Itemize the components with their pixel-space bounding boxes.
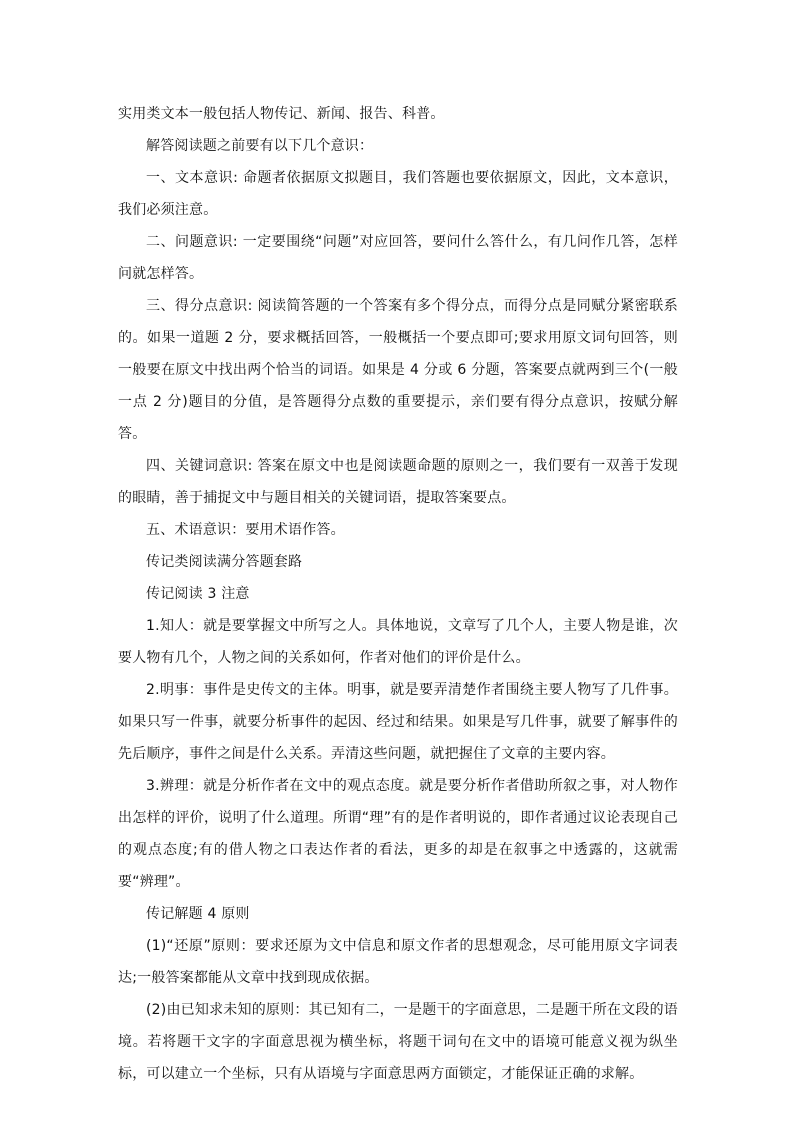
paragraph: (2)由已知求未知的原则：其已知有二，一是题干的字面意思，二是题干所在文段的语境。若将题干文字的字面意思视为横坐标，将题干词句在文中的语境可能意义视为纵坐标，可以建立一个坐标，只有从语境与字面意思两方面锁定，才能保证正确的求解。: [118, 1002, 678, 1082]
paragraph: 五、术语意识：要用术语作答。: [146, 522, 345, 538]
paragraph: (1)“还原”原则：要求还原为文中信息和原文作者的思想观念，尽可能用原文字词表达;一般答案都能从文章中找到现成依据。: [118, 938, 678, 986]
paragraph: 实用类文本一般包括人物传记、新闻、报告、科普。: [118, 106, 445, 122]
section-heading: 传记阅读 3 注意: [146, 586, 250, 602]
document-page: [118, 98, 678, 1090]
paragraph: 解答阅读题之前要有以下几个意识：: [146, 138, 374, 154]
paragraph: 四、关键词意识: 答案在原文中也是阅读题命题的原则之一，我们要有一双善于发现的眼睛，善于捕捉文中与题目相关的关键词语，提取答案要点。: [118, 458, 678, 506]
paragraph: 二、问题意识: 一定要围绕“问题”对应回答，要问什么答什么，有几问作几答，怎样问就怎样答。: [118, 234, 678, 282]
section-heading: 传记解题 4 原则: [146, 906, 250, 922]
paragraph: 2.明事：事件是史传文的主体。明事，就是要弄清楚作者围绕主要人物写了几件事。如果只写一件事，就要分析事件的起因、经过和结果。如果是写几件事，就要了解事件的先后顺序，事件之间是什么关系。弄清这些问题，就把握住了文章的主要内容。: [118, 682, 678, 762]
section-heading: 传记类阅读满分答题套路: [146, 554, 303, 570]
paragraph: 一、文本意识: 命题者依据原文拟题目，我们答题也要依据原文，因此，文本意识，我们必须注意。: [118, 170, 678, 218]
paragraph: 3.辨理：就是分析作者在文中的观点态度。就是要分析作者借助所叙之事，对人物作出怎样的评价，说明了什么道理。所谓“理”有的是作者明说的，即作者通过议论表现自己的观点态度;有的借人物之口表达作者的看法，更多的却是在叙事之中透露的，这就需要“辨理”。: [118, 778, 678, 890]
paragraph: 1.知人：就是要掌握文中所写之人。具体地说，文章写了几个人，主要人物是谁，次要人物有几个，人物之间的关系如何，作者对他们的评价是什么。: [118, 618, 678, 666]
paragraph: 三、得分点意识: 阅读简答题的一个答案有多个得分点，而得分点是同赋分紧密联系的。如果一道题 2 分，要求概括回答，一般概括一个要点即可;要求用原文词句回答，则一般要在原文中找出两个恰当的词语。如果是 4 分或 6 分题，答案要点就两到三个(一般一点 2 分)题目的分值，是答题得分点数的重要提示，亲们要有得分点意识，按赋分解答。: [118, 298, 678, 442]
